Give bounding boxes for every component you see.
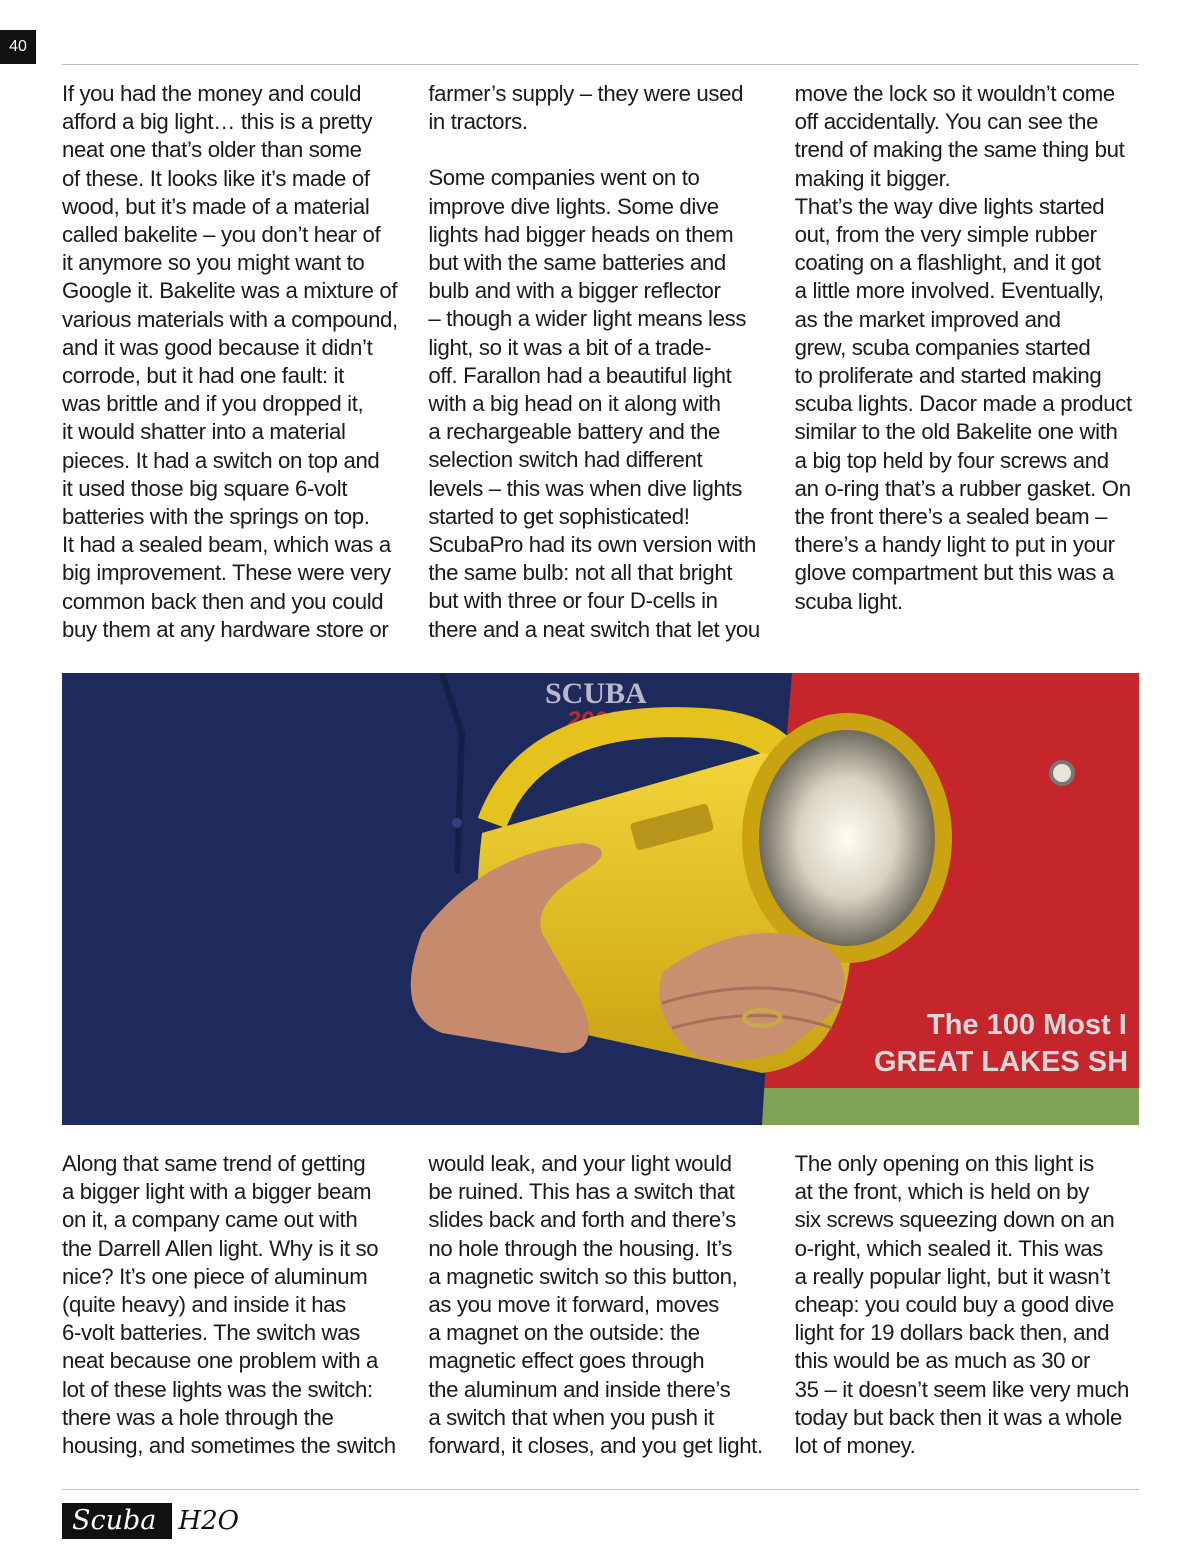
upper-column-1	[62, 80, 406, 644]
magazine-logo	[62, 1503, 239, 1539]
lower-column-1	[62, 1150, 406, 1460]
upper-column-3	[795, 80, 1139, 644]
lower-column-2	[428, 1150, 772, 1460]
banner-text-line-1: The 100 Most I	[927, 1009, 1127, 1041]
paragraph: farmer’s supply – they were used in tractors.	[428, 81, 744, 135]
shirt-logo-bottom: 2000	[567, 707, 621, 734]
paragraph: The only opening on this light is at the front, which is held on by six screws squeezing down on an o-right, which sealed it. This was a really popular light, but it wasn’t cheap: you could buy a good dive light for 19 dollars back then, and this would be as much as 30 or 35 – it doesn’t seem like very much today but back then it was a whole lot of money.	[794, 1151, 1129, 1459]
paragraph: Some companies went on to improve dive lights. Some dive lights had bigger heads on them but with the same batteries and bulb and with a bigger reflector – though a wider light means less light, so it was a bit of a trade- off. Farallon had a beautiful light with a big head on it along with a rechargeable battery and the selection switch had different levels – this was when dive lights started to get sophisticated! ScubaPro had its own version with the same bulb: not all that bright but with three or four D-cells in there and a neat switch that let you	[428, 165, 760, 642]
lower-text-columns	[62, 1150, 1139, 1460]
light-lens	[759, 730, 935, 946]
photo-dive-light	[62, 673, 1139, 1125]
header-rule	[62, 64, 1139, 65]
logo-scuba: Scuba	[62, 1503, 172, 1539]
upper-column-2	[428, 80, 772, 644]
lower-column-3	[795, 1150, 1139, 1460]
footer-rule	[62, 1489, 1139, 1490]
upper-text-columns	[62, 80, 1139, 644]
paragraph: move the lock so it wouldn’t come off accidentally. You can see the trend of making the same thing but making it bigger.	[794, 81, 1125, 191]
page-number: 40	[0, 30, 36, 64]
paragraph: Along that same trend of getting a bigger light with a bigger beam on it, a company came out with the Darrell Allen light. Why is it so nice? It’s one piece of aluminum (quite heavy) and inside it has 6-volt batteries. The switch was neat because one problem with a lot of these lights was the switch: there was a hole through the housing, and sometimes the switch	[62, 1151, 396, 1459]
paragraph: would leak, and your light would be ruined. This has a switch that slides back and forth and there’s no hole through the housing. It’s a magnetic switch so this button, as you move it forward, moves a magnet on the outside: the magnetic effect goes through the aluminum and inside there’s a switch that when you push it forward, it closes, and you get light.	[428, 1151, 763, 1459]
paragraph: That’s the way dive lights started out, from the very simple rubber coating on a flashlight, and it got a little more involved. Eventually, as the market improved and grew, scuba companies started to proliferate and started making scuba lights. Dacor made a product similar to the old Bakelite one with a big top held by four screws and an o-ring that’s a rubber gasket. On the front there’s a sealed beam – there’s a handy light to put in your glove compartment but this was a scuba light.	[794, 193, 1132, 614]
shirt-logo-top: SCUBA	[545, 677, 647, 710]
logo-h2o: H2O	[178, 1506, 239, 1536]
paragraph: If you had the money and could afford a big light… this is a pretty neat one that’s older than some of these. It looks like it’s made of wood, but it’s made of a material called bakelite – you don’t hear of it anymore so you might want to Google it. Bakelite was a mixture of various materials with a compound, and it was good because it didn’t corrode, but it had one fault: it was brittle and if you dropped it, it would shatter into a material pieces. It had a switch on top and it used those big square 6-volt batteries with the springs on top. It had a sealed beam, which was a big improvement. These were very common back then and you could buy them at any hardware store or	[62, 81, 398, 642]
grommet-icon	[1051, 762, 1073, 784]
banner-text-line-2: GREAT LAKES SH	[874, 1046, 1129, 1078]
